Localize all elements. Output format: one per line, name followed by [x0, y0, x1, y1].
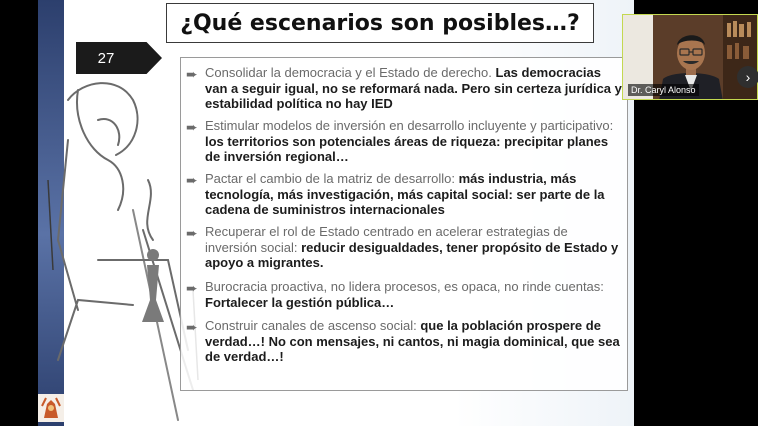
bullet-item-1: Consolidar la democracia y el Estado de derecho. Las democracias van a seguir igual, no se reformará nada. Pero sin certeza jurídica y estabilidad política no hay IED: [205, 65, 622, 111]
slide-title-box: [166, 3, 594, 43]
participant-name-label: Dr. Caryl Alonso: [628, 84, 699, 96]
presentation-slide: [38, 0, 634, 426]
bullet-item-6: Construir canales de ascenso social: que la población prospere de verdad…! No con mensajes, ni cantos, ni magia dominical, que sea de verdad…!: [205, 318, 620, 364]
bullet-item-4: Recuperar el rol de Estado centrado en acelerar estrategias de inversión social: reducir desigualdades, tener propósito de Estado y apoyo a migrantes.: [205, 224, 619, 270]
bullet-item-3: Pactar el cambio de la matriz de desarrollo: más industria, más tecnología, más investigación, más capital social: ser parte de la cadena de suministros internacionales: [205, 171, 605, 217]
institution-logo-icon: [38, 394, 64, 422]
bullet-item-2: Estimular modelos de inversión en desarrollo incluyente y participativo: los territorios son potenciales áreas de riqueza: precipitar planes de inversión regional…: [205, 118, 614, 164]
bullet-item-5: Burocracia proactiva, no lidera procesos, es opaca, no rinde cuentas: Fortalecer la gestión pública…: [205, 279, 604, 310]
page-number: 27: [97, 50, 115, 67]
next-arrow-button[interactable]: ›: [737, 66, 758, 88]
bullet-icon: ➨: [186, 66, 198, 82]
bullet-icon: ➨: [186, 172, 198, 188]
bullet-icon: ➨: [186, 319, 198, 335]
bullet-icon: ➨: [186, 119, 198, 135]
slide-title: ¿Qué escenarios son posibles…?: [180, 10, 580, 36]
bullet-icon: ➨: [186, 280, 198, 296]
bullet-icon: ➨: [186, 225, 198, 241]
